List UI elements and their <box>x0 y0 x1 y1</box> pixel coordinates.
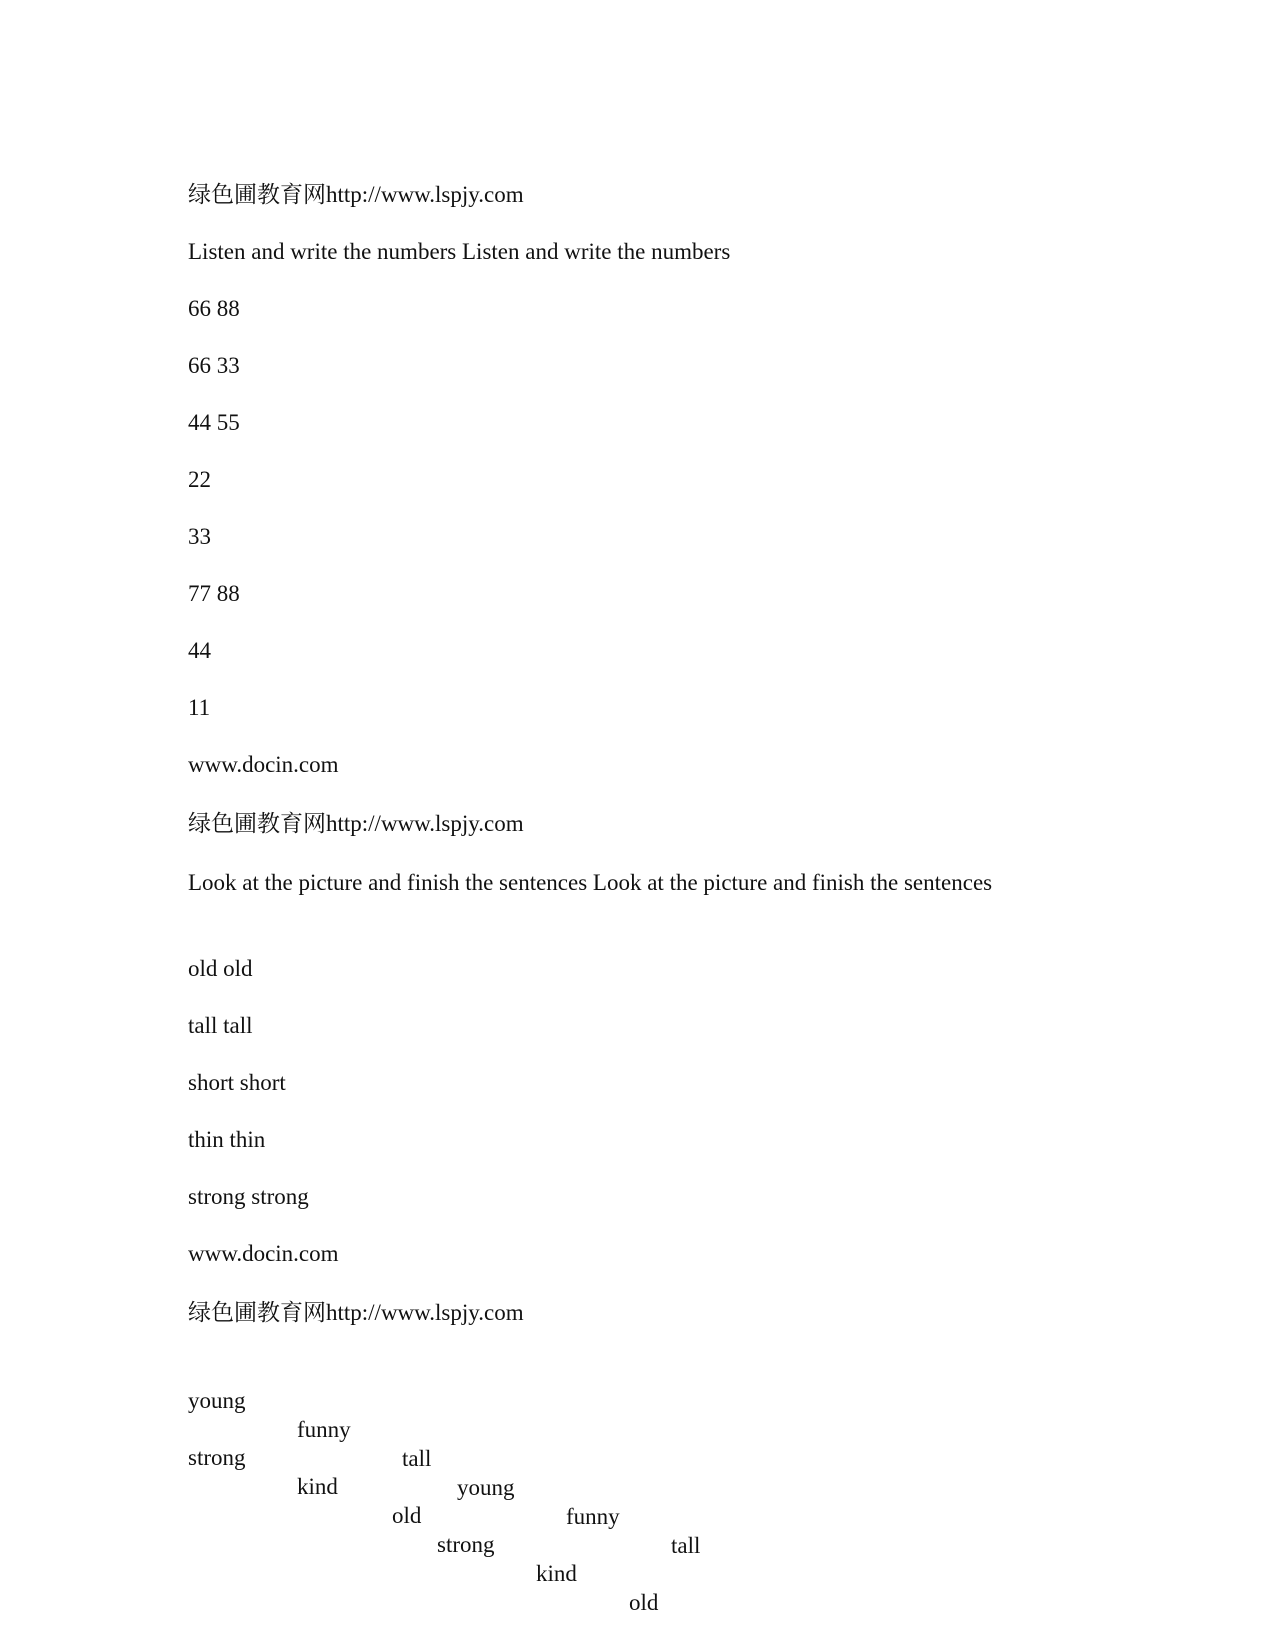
word: funny <box>297 1417 351 1442</box>
adjective-row: strong strong <box>188 1184 309 1209</box>
adjective-row: tall tall <box>188 1013 253 1038</box>
number-row: 11 <box>188 695 211 720</box>
site-header: 绿色圃教育网http://www.lspjy.com <box>188 182 524 207</box>
word: strong <box>437 1532 495 1557</box>
site-header: 绿色圃教育网http://www.lspjy.com <box>188 811 524 836</box>
footer-watermark: www.docin.com <box>188 1241 339 1266</box>
word: young <box>457 1475 515 1500</box>
adjective-row: short short <box>188 1070 286 1095</box>
adjective-row: thin thin <box>188 1127 266 1152</box>
number-row: 77 88 <box>188 581 240 606</box>
site-header: 绿色圃教育网http://www.lspjy.com <box>188 1300 524 1325</box>
word: kind <box>297 1474 338 1499</box>
number-row: 44 55 <box>188 410 240 435</box>
number-row: 44 <box>188 638 211 663</box>
number-row: 66 88 <box>188 296 240 321</box>
word: young <box>188 1388 246 1413</box>
section-heading-listen: Listen and write the numbers Listen and write the numbers <box>188 239 731 264</box>
footer-watermark: www.docin.com <box>188 752 339 777</box>
number-row: 66 33 <box>188 353 240 378</box>
word: old <box>392 1503 422 1528</box>
number-row: 22 <box>188 467 211 492</box>
word: tall <box>402 1446 432 1471</box>
adjective-row: old old <box>188 956 253 981</box>
word: old <box>629 1590 659 1615</box>
section-heading-look: Look at the picture and finish the sentences Look at the picture and finish the sentences <box>188 870 993 895</box>
number-row: 33 <box>188 524 211 549</box>
word: kind <box>536 1561 577 1586</box>
word: funny <box>566 1504 620 1529</box>
word: tall <box>671 1533 701 1558</box>
word: strong <box>188 1445 246 1470</box>
